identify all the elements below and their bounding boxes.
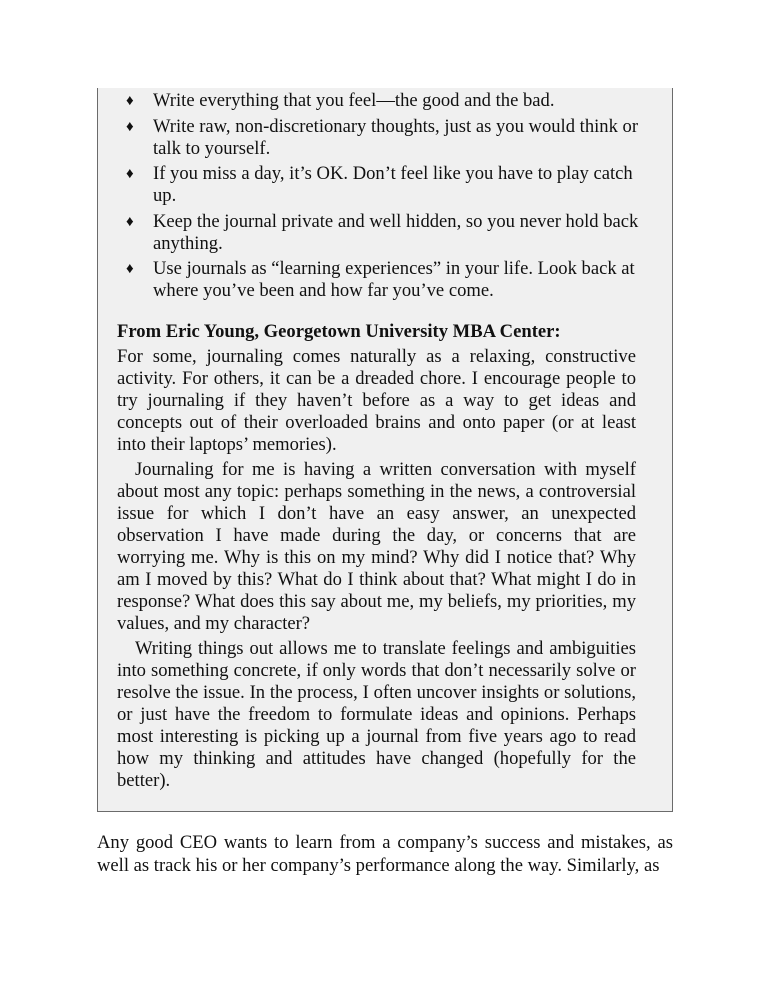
diamond-bullet-icon: ♦ — [126, 93, 134, 109]
bullet-text: Keep the journal private and well hidden, so you never hold back anything. — [153, 210, 639, 254]
list-item — [126, 90, 656, 112]
bullet-text: Use journals as “learning experiences” in your life. Look back at where you’ve been and how far you’ve come. — [153, 258, 635, 301]
bullet-text: If you miss a day, it’s OK. Don’t feel like you have to play catch up. — [153, 163, 633, 206]
diamond-bullet-icon: ♦ — [126, 118, 134, 135]
quote-block — [117, 346, 636, 794]
list-item — [126, 258, 656, 302]
quote-paragraph: For some, journaling comes naturally as a relaxing, constructive activity. For others, it can be a dreaded chore. I encourage people to try journaling if they haven’t before as a way to get ideas and concepts out of their overloaded brains and onto paper (or at least into their laptops’ memories). — [117, 346, 636, 455]
list-item — [126, 163, 656, 207]
section-heading: From Eric Young, Georgetown University MBA Center: — [117, 321, 561, 342]
bullet-list — [126, 90, 656, 306]
body-paragraph: Any good CEO wants to learn from a company’s success and mistakes, as well as track his or her company’s performance along the way. Similarly, as — [97, 832, 673, 876]
list-item — [126, 211, 656, 255]
diamond-bullet-icon: ♦ — [126, 261, 134, 277]
diamond-bullet-icon: ♦ — [126, 166, 134, 182]
bullet-text: Write everything that you feel—the good and the bad. — [153, 90, 555, 111]
quote-paragraph: Writing things out allows me to translate feelings and ambiguities into something concrete, if only words that don’t necessarily solve or resolve the issue. In the process, I often uncover insights or solutions, or just have the freedom to formulate ideas and opinions. Perhaps most interesting is picking up a journal from five years ago to read how my thinking and attitudes have changed (hopefully for the better). — [117, 638, 636, 791]
bullet-text: Write raw, non-discretionary thoughts, just as you would think or talk to yourself. — [153, 115, 639, 159]
list-item — [126, 116, 656, 160]
quote-paragraph: Journaling for me is having a written conversation with myself about most any topic: perhaps something in the news, a controversial issue for which I don’t have an easy answer, an unexpected observation I have made during the day, or concerns that are worrying me. Why is this on my mind? Why did I notice that? Why am I moved by this? What do I think about that? What might I do in response? What does this say about me, my beliefs, my priorities, my values, and my character? — [117, 459, 636, 634]
diamond-bullet-icon: ♦ — [126, 213, 134, 230]
